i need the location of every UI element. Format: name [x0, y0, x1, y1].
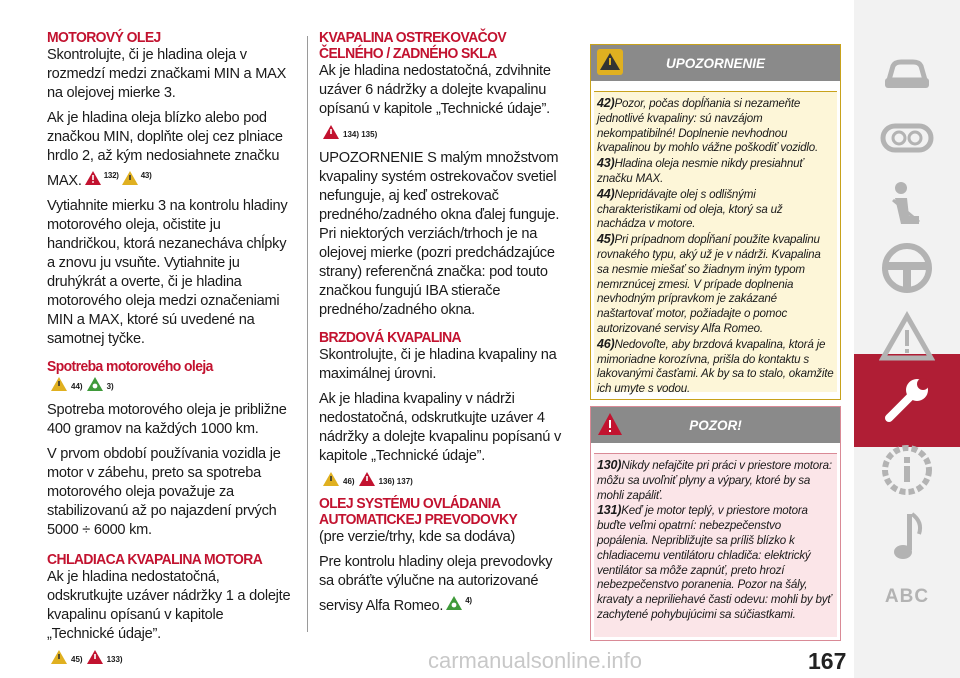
abc-index-label[interactable]: ABC [884, 586, 930, 607]
warning-triangle-icon[interactable] [878, 310, 936, 366]
warning-triangle-icon [323, 125, 339, 139]
column-divider [307, 36, 308, 632]
note-number: 42) [597, 96, 615, 110]
note-number: 45) [597, 232, 615, 247]
warning-refs [323, 125, 568, 139]
warning-triangle-icon [85, 171, 101, 185]
heading-coolant: CHLADIACA KVAPALINA MOTORA [47, 552, 263, 568]
warning-triangle-icon [87, 650, 103, 664]
paragraph: Spotreba motorového oleja je približne 400 gramov na každých 1000 km. [47, 402, 287, 437]
car-icon[interactable] [878, 44, 936, 100]
note-number: 46) [597, 336, 615, 351]
ref-number: 46) [343, 477, 355, 486]
ref-number: 44) [71, 382, 83, 391]
column-left [47, 30, 293, 674]
note-text: Nikdy nefajčite pri práci v priestore motora: môžu sa uvoľniť plyny a výpary, ktoré by sa mohli zapáliť. [597, 459, 832, 502]
heading-washer-fluid: KVAPALINA OSTREKOVAČOV ČELNÉHO / ZADNÉHO SKLA [319, 30, 507, 62]
ref-number: 3) [106, 382, 114, 391]
note-text: Pozor, počas dopĺňania si nezameňte jednotlivé kvapaliny: sú navzájom nekompatibilné! Doplnenie nevhodnou kvapalinou by mohlo vážne poškodiť vozidlo. [597, 97, 819, 155]
heading-brake-fluid: BRZDOVÁ KVAPALINA [319, 330, 462, 346]
paragraph: (pre verzie/trhy, kde sa dodáva) [319, 529, 516, 545]
ref-number: 45) [71, 655, 83, 664]
caution-triangle-icon [122, 171, 138, 185]
warning-refs [323, 472, 568, 486]
ref-number: 4) [465, 596, 472, 605]
chapter-sidebar [854, 0, 960, 678]
paragraph: Ak je hladina nedostatočná, zdvihnite uzáver 6 nádržky a dolejte kvapalinu opísanú v kapitole „Technické údaje”. [319, 63, 551, 117]
seatbelt-person-icon[interactable] [878, 176, 936, 232]
note-number: 131) [597, 503, 622, 518]
heading-oil-consumption: Spotreba motorového oleja [47, 359, 213, 375]
wrench-icon[interactable] [878, 372, 936, 428]
caution-triangle-icon [597, 49, 623, 75]
paragraph: Ak je hladina nedostatočná, odskrutkujte uzáver nádržky 1 a dolejte kvapalinu opísanú v kapitole „Technické údaje”. [47, 569, 291, 642]
danger-box-title: POZOR! [689, 417, 742, 433]
paragraph [319, 553, 568, 616]
note-number: 43) [597, 156, 615, 171]
paragraph: V prvom období používania vozidla je motor v zábehu, preto sa spotreba motorového oleja považuje za stabilizovanú až po najazdení prvých 5000 ÷ 6000 km. [47, 446, 281, 538]
note-item [597, 337, 834, 397]
danger-box [590, 406, 841, 641]
steering-wheel-icon[interactable] [878, 240, 936, 296]
paragraph-text: Pre kontrolu hladiny oleja prevodovky sa obráťte výlučne na autorizované servisy Alfa Romeo. [319, 554, 553, 614]
note-item [597, 96, 834, 156]
note-item [597, 156, 834, 187]
ref-number: 133) [106, 655, 123, 664]
column-middle [319, 30, 568, 622]
note-text: Nepridávajte olej s odlišnými charakteristikami od oleja, ktorý sa už nachádza v motore. [597, 187, 783, 231]
caution-triangle-icon [51, 377, 67, 391]
note-number: 44) [597, 186, 615, 201]
warning-refs [85, 166, 152, 185]
page-number: 167 [808, 648, 847, 674]
dashboard-icon[interactable] [878, 110, 936, 166]
danger-box-body [594, 453, 837, 637]
note-item [597, 458, 834, 503]
ref-number: 136) 137) [378, 477, 413, 486]
caution-triangle-icon [323, 472, 339, 486]
paragraph: Skontrolujte, či je hladina oleja v rozmedzí medzi značkami MIN a MAX na olejovej mierke 3. [47, 47, 287, 101]
ref-number: 132) [103, 171, 119, 180]
note-item [597, 232, 834, 337]
environment-icon [446, 596, 462, 610]
danger-box-header [591, 407, 840, 443]
warning-refs [51, 377, 293, 391]
caution-triangle-icon [51, 650, 67, 664]
paragraph: Ak je hladina kvapaliny v nádrži nedostatočná, odskrutkujte uzáver 4 nádržky a dolejte kvapalinu popísanú v kapitole „Technické údaje”. [319, 391, 561, 464]
danger-triangle-icon [597, 411, 623, 437]
music-note-icon[interactable] [878, 508, 936, 564]
heading-engine-oil: MOTOROVÝ OLEJ [47, 30, 161, 46]
caution-box-header [591, 45, 840, 81]
warning-refs [51, 650, 293, 664]
paragraph-text: Ak je hladina oleja blízko alebo pod značkou MIN, doplňte olej cez plniace hrdlo 2, až kým nedosiahnete značku MAX. [47, 110, 283, 189]
heading-transmission-oil: OLEJ SYSTÉMU OVLÁDANIA AUTOMATICKEJ PREVODOVKY [319, 496, 518, 528]
note-text: Keď je motor teplý, v priestore motora buďte veľmi opatrní: nebezpečenstvo popálenia. Nepribližujte sa príliš blízko k chladiacemu ventilátoru chladiča: elektrický ventilátor sa môže zapnúť, preto hrozí nebezpečenstvo poranenia. Pozor na šály, kravaty a nepriliehavé časti odevu: mohli by byť zachytené pohybujúcimi sa súčiastkami. [597, 504, 832, 621]
watermark: carmanualsonline.info [428, 648, 643, 673]
note-text: Pri prípadnom dopĺňaní použite kvapalinu rovnakého typu, aký už je v nádrži. Kvapalina sa nesmie miešať so žiadnym iným typom nemrznúcej zmesi. V prípade doplnenia nevhodným prípravkom je zakázané naštartovať motor, požiadajte o pomoc autorizované servisy Alfa Romeo. [597, 233, 821, 335]
environment-icon [87, 377, 103, 391]
paragraph: UPOZORNENIE S malým množstvom kvapaliny systém ostrekovačov svetiel nefunguje, aj keď ostrekovač predného/zadného okna ďalej funguje. Pri niektorých verziách/trhoch je na olejovej mierke (pozri predchádzajúce strany) referenčná značka: pod touto značkou fungujú IBA stierače predného/zadného okna. [319, 150, 560, 318]
note-text: Hladina oleja nesmie nikdy presiahnuť značku MAX. [597, 157, 804, 185]
caution-box-body [594, 91, 837, 396]
warning-refs [446, 591, 472, 610]
note-item [597, 503, 834, 622]
caution-box [590, 44, 841, 400]
warning-triangle-icon [359, 472, 375, 486]
paragraph [47, 109, 293, 191]
caution-box-title: UPOZORNENIE [665, 55, 765, 71]
info-gear-icon[interactable] [878, 442, 936, 498]
paragraph: Skontrolujte, či je hladina kvapaliny na maximálnej úrovni. [319, 347, 557, 382]
paragraph: Vytiahnite mierku 3 na kontrolu hladiny motorového oleja, očistite ju handričkou, ktorá nezanecháva chĺpky a znovu ju vsuňte. Vytiahnite ju druhýkrát a overte, či je hladina motorového oleja medzi označeniami MIN a MAX, ktoré sú uvedené na samotnej tyčke. [47, 198, 288, 347]
ref-number: 43) [140, 171, 152, 180]
ref-number: 134) 135) [343, 130, 378, 139]
note-number: 130) [597, 458, 622, 472]
note-item [597, 187, 834, 232]
note-text: Nedovoľte, aby brzdová kvapalina, ktorá je mimoriadne korozívna, prišla do kontaktu s lakovanými časťami. Ak by sa to stalo, okamžite ich umyte s vodou. [597, 337, 834, 396]
